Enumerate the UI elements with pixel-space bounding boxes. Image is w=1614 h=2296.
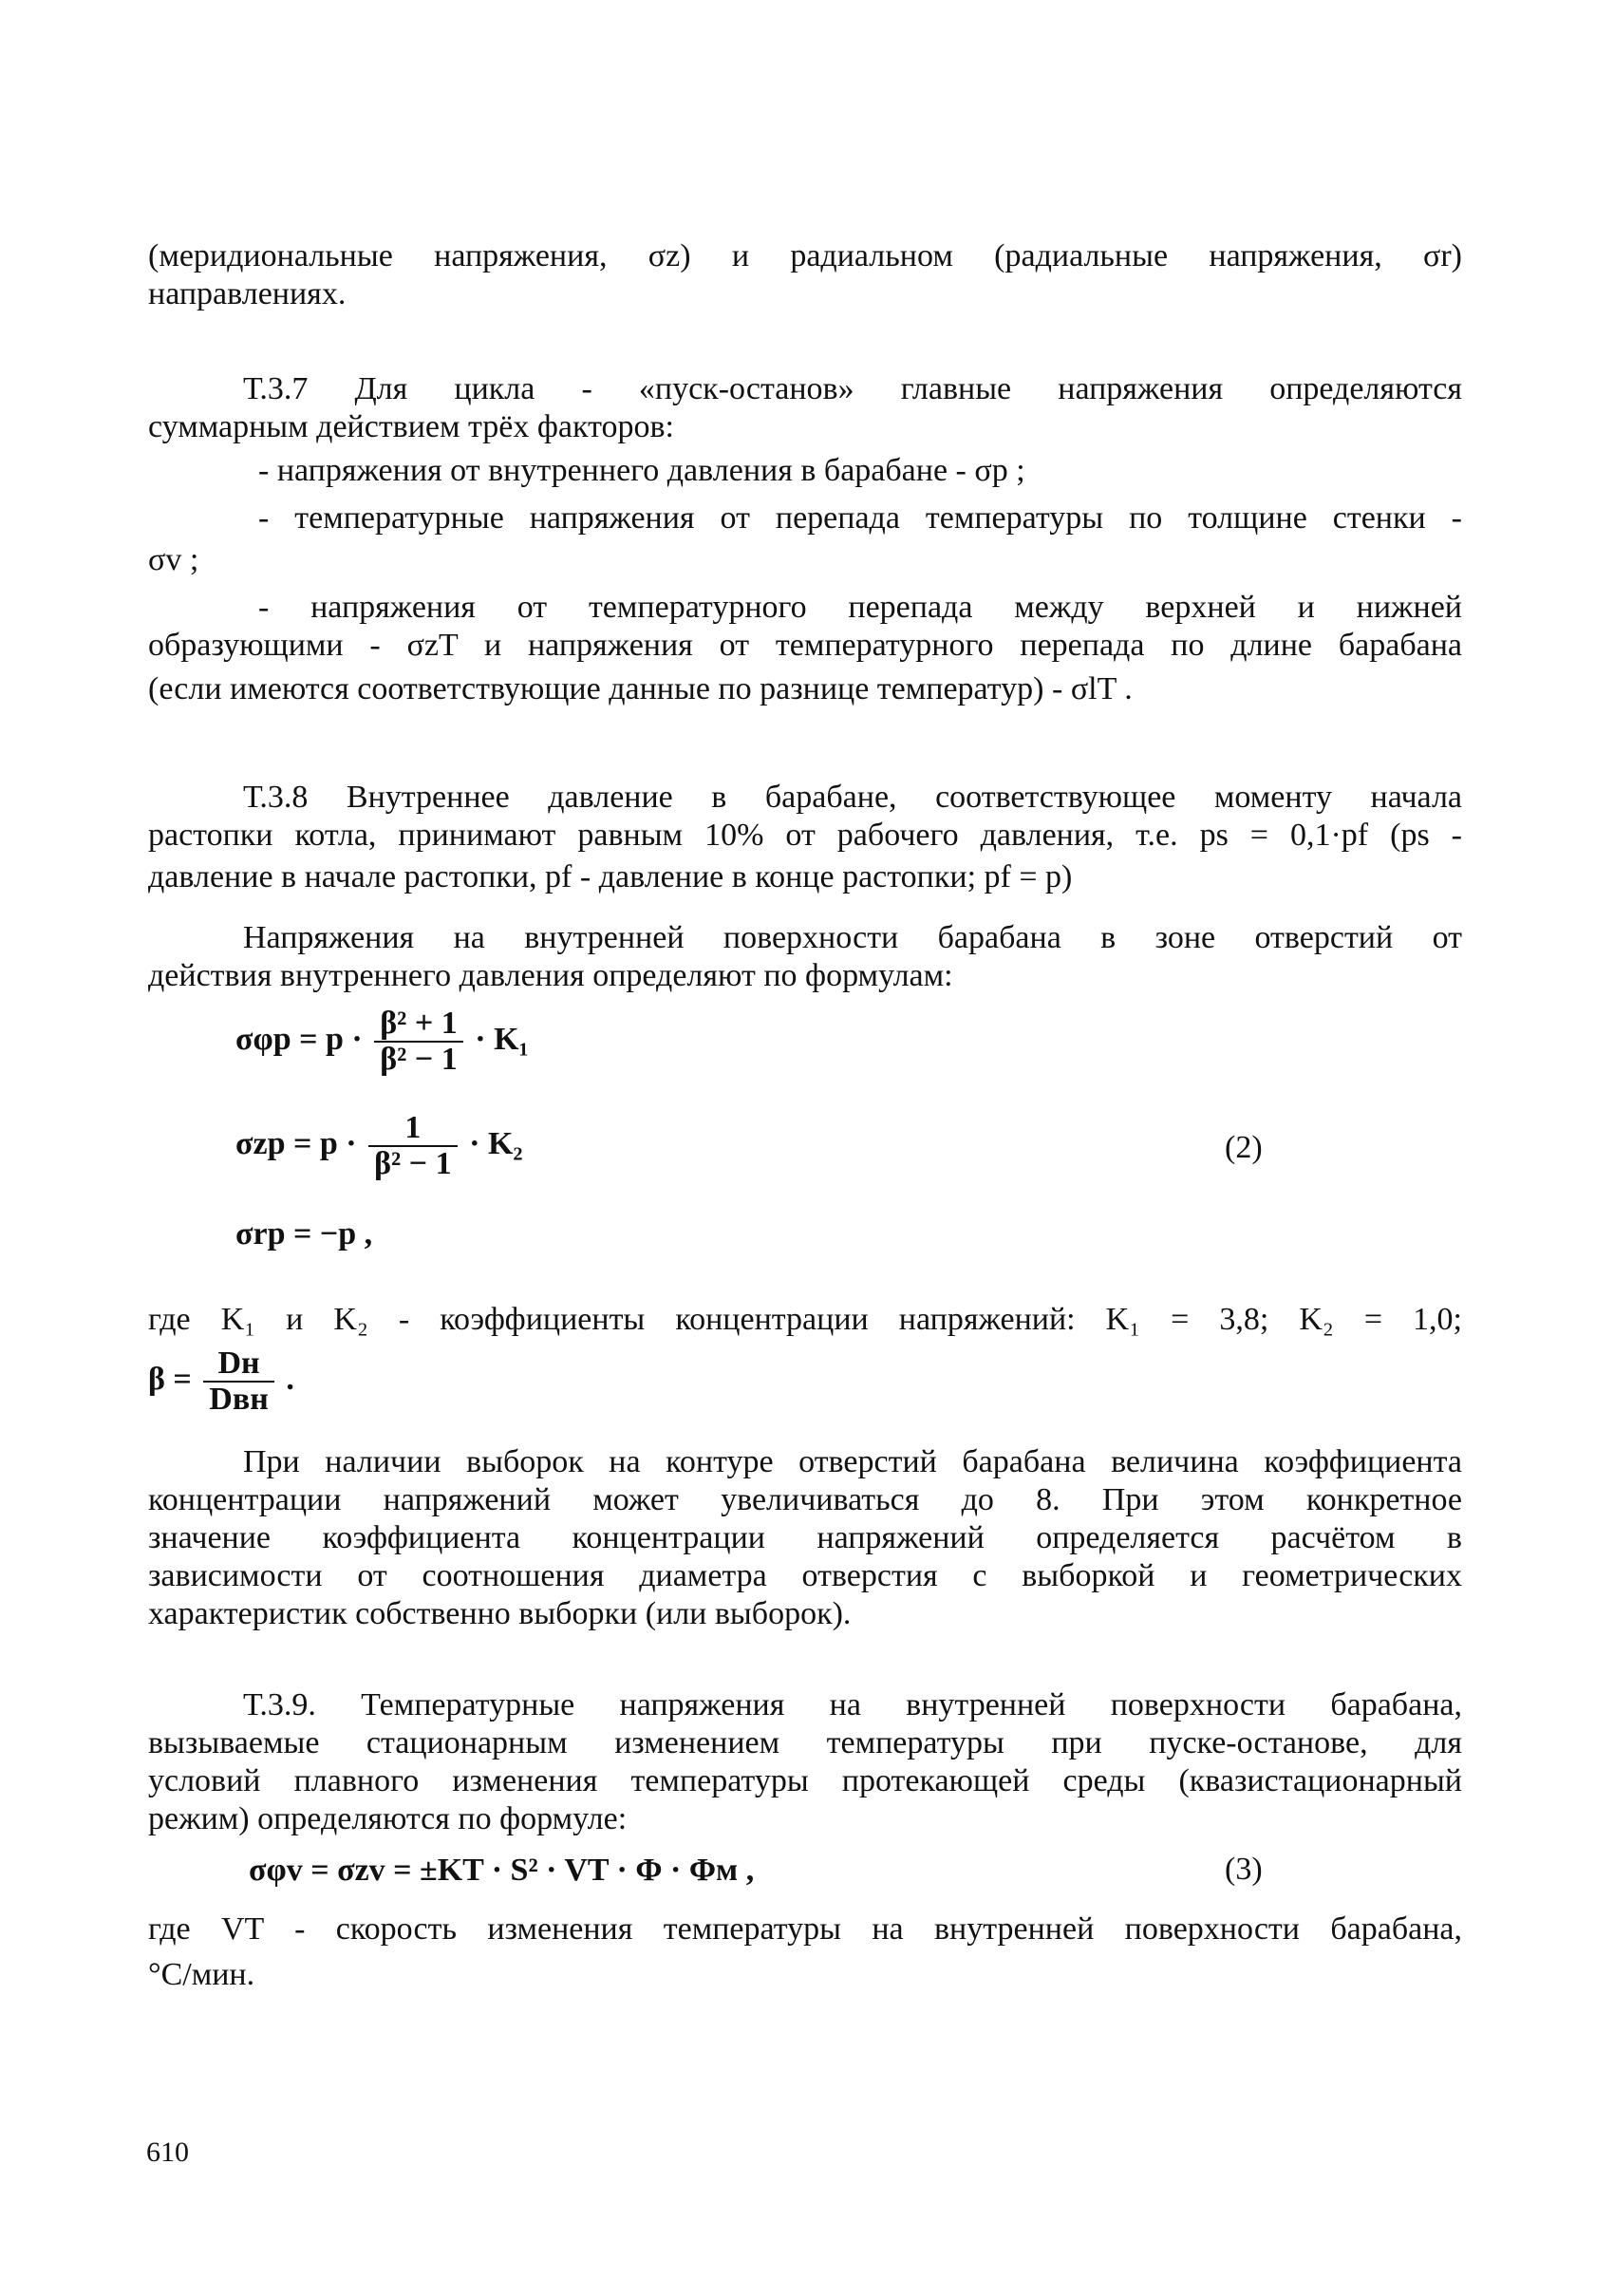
formula-lhs: σzp = p · <box>235 1125 357 1161</box>
text-line: (если имеются соответствующие данные по разнице температур) - σlT . <box>148 671 1133 706</box>
paragraph-stress-directions <box>148 237 1462 313</box>
text-line: °С/мин. <box>148 1957 255 1992</box>
paragraph-coefficients <box>148 1301 1462 1339</box>
text-line: характеристик собственно выборки (или выборок). <box>148 1596 852 1631</box>
text-line: давление в начале растопки, pf - давление в конце растопки; pf = p) <box>148 859 1073 894</box>
formula-rhs: · K₁ <box>475 1021 529 1057</box>
paragraph-notches <box>148 1443 1462 1633</box>
text-line: Т.3.9. Температурные напряжения на внутренней поверхности барабана, <box>243 1687 1462 1722</box>
text-line: где K₁ и K₂ - коэффициенты концентрации напряжений: K₁ = 3,8; K₂ = 1,0; <box>148 1302 1462 1337</box>
text-line: Т.3.7 Для цикла - «пуск-останов» главные напряжения определяются <box>243 371 1462 406</box>
page-number: 610 <box>146 2136 189 2168</box>
text-line: значение коэффициента концентрации напряжений определяется расчётом в <box>148 1520 1462 1555</box>
text-line: Т.3.8 Внутреннее давление в барабане, соответствующее моменту начала <box>243 780 1462 815</box>
formula-sigma-z-p <box>235 1111 523 1181</box>
formula-text: σφv = σzv = ±KT · S² · VT · Φ · Φм , <box>249 1853 755 1888</box>
formula-lhs: σφp = p · <box>235 1021 363 1057</box>
paragraph-t-3-7 <box>148 370 1462 708</box>
paragraph-t-3-9 <box>148 1686 1462 1838</box>
text-line: направлениях. <box>148 276 347 311</box>
denominator: Dвн <box>209 1382 269 1417</box>
list-item: - температурные напряжения от перепада температуры по толщине стенки - <box>258 500 1462 536</box>
fraction <box>374 1007 462 1077</box>
text-line: концентрации напряжений может увеличиваться до 8. При этом конкретное <box>148 1482 1462 1517</box>
paragraph-formulas-intro <box>148 919 1462 995</box>
paragraph-vt <box>148 1910 1462 1994</box>
text-line: При наличии выборок на контуре отверстий барабана величина коэффициента <box>243 1444 1462 1479</box>
text-line: растопки котла, принимают равным 10% от рабочего давления, т.е. ps = 0,1·pf (ps - <box>148 818 1462 853</box>
text-line: Напряжения на внутренней поверхности барабана в зоне отверстий от <box>243 920 1462 955</box>
equation-number-2: (2) <box>1225 1130 1263 1165</box>
denominator: β² − 1 <box>374 1146 452 1181</box>
formula-beta <box>148 1346 294 1417</box>
formula-sigma-phi-v <box>249 1852 754 1890</box>
list-item: - напряжения от внутреннего давления в барабане - σp ; <box>258 453 1025 488</box>
formula-lhs: β = <box>148 1361 192 1397</box>
formula-rhs: · K₂ <box>469 1125 523 1161</box>
text-line: σv ; <box>148 542 199 577</box>
numerator: Dн <box>203 1346 274 1383</box>
text-line: условий плавного изменения температуры протекающей среды (квазистационарный <box>148 1763 1462 1798</box>
text-line: вызываемые стационарным изменением температуры при пуске-останове, для <box>148 1725 1462 1760</box>
text-line: действия внутреннего давления определяют по формулам: <box>148 958 953 993</box>
fraction <box>203 1346 274 1417</box>
text-line: режим) определяются по формуле: <box>148 1801 628 1836</box>
denominator: β² − 1 <box>380 1042 458 1077</box>
list-item: - напряжения от температурного перепада между верхней и нижней <box>258 590 1462 625</box>
paragraph-t-3-8 <box>148 779 1462 896</box>
text-line: где VT - скорость изменения температуры на внутренней поверхности барабана, <box>148 1911 1462 1947</box>
formula-sigma-r-p <box>235 1215 372 1253</box>
numerator: β² + 1 <box>374 1007 462 1043</box>
formula-text: σrp = −p , <box>235 1216 373 1252</box>
formula-sigma-phi-p <box>235 1007 529 1077</box>
text-line: зависимости от соотношения диаметра отверстия с выборкой и геометрических <box>148 1558 1462 1593</box>
text-line: образующими - σzT и напряжения от температурного перепада по длине барабана <box>148 628 1462 663</box>
fraction <box>368 1111 457 1181</box>
numerator: 1 <box>368 1111 457 1147</box>
formula-tail: . <box>286 1361 294 1397</box>
equation-number-3: (3) <box>1225 1852 1263 1887</box>
text-line: (меридиональные напряжения, σz) и радиальном (радиальные напряжения, σr) <box>148 238 1462 273</box>
text-line: суммарным действием трёх факторов: <box>148 409 674 444</box>
